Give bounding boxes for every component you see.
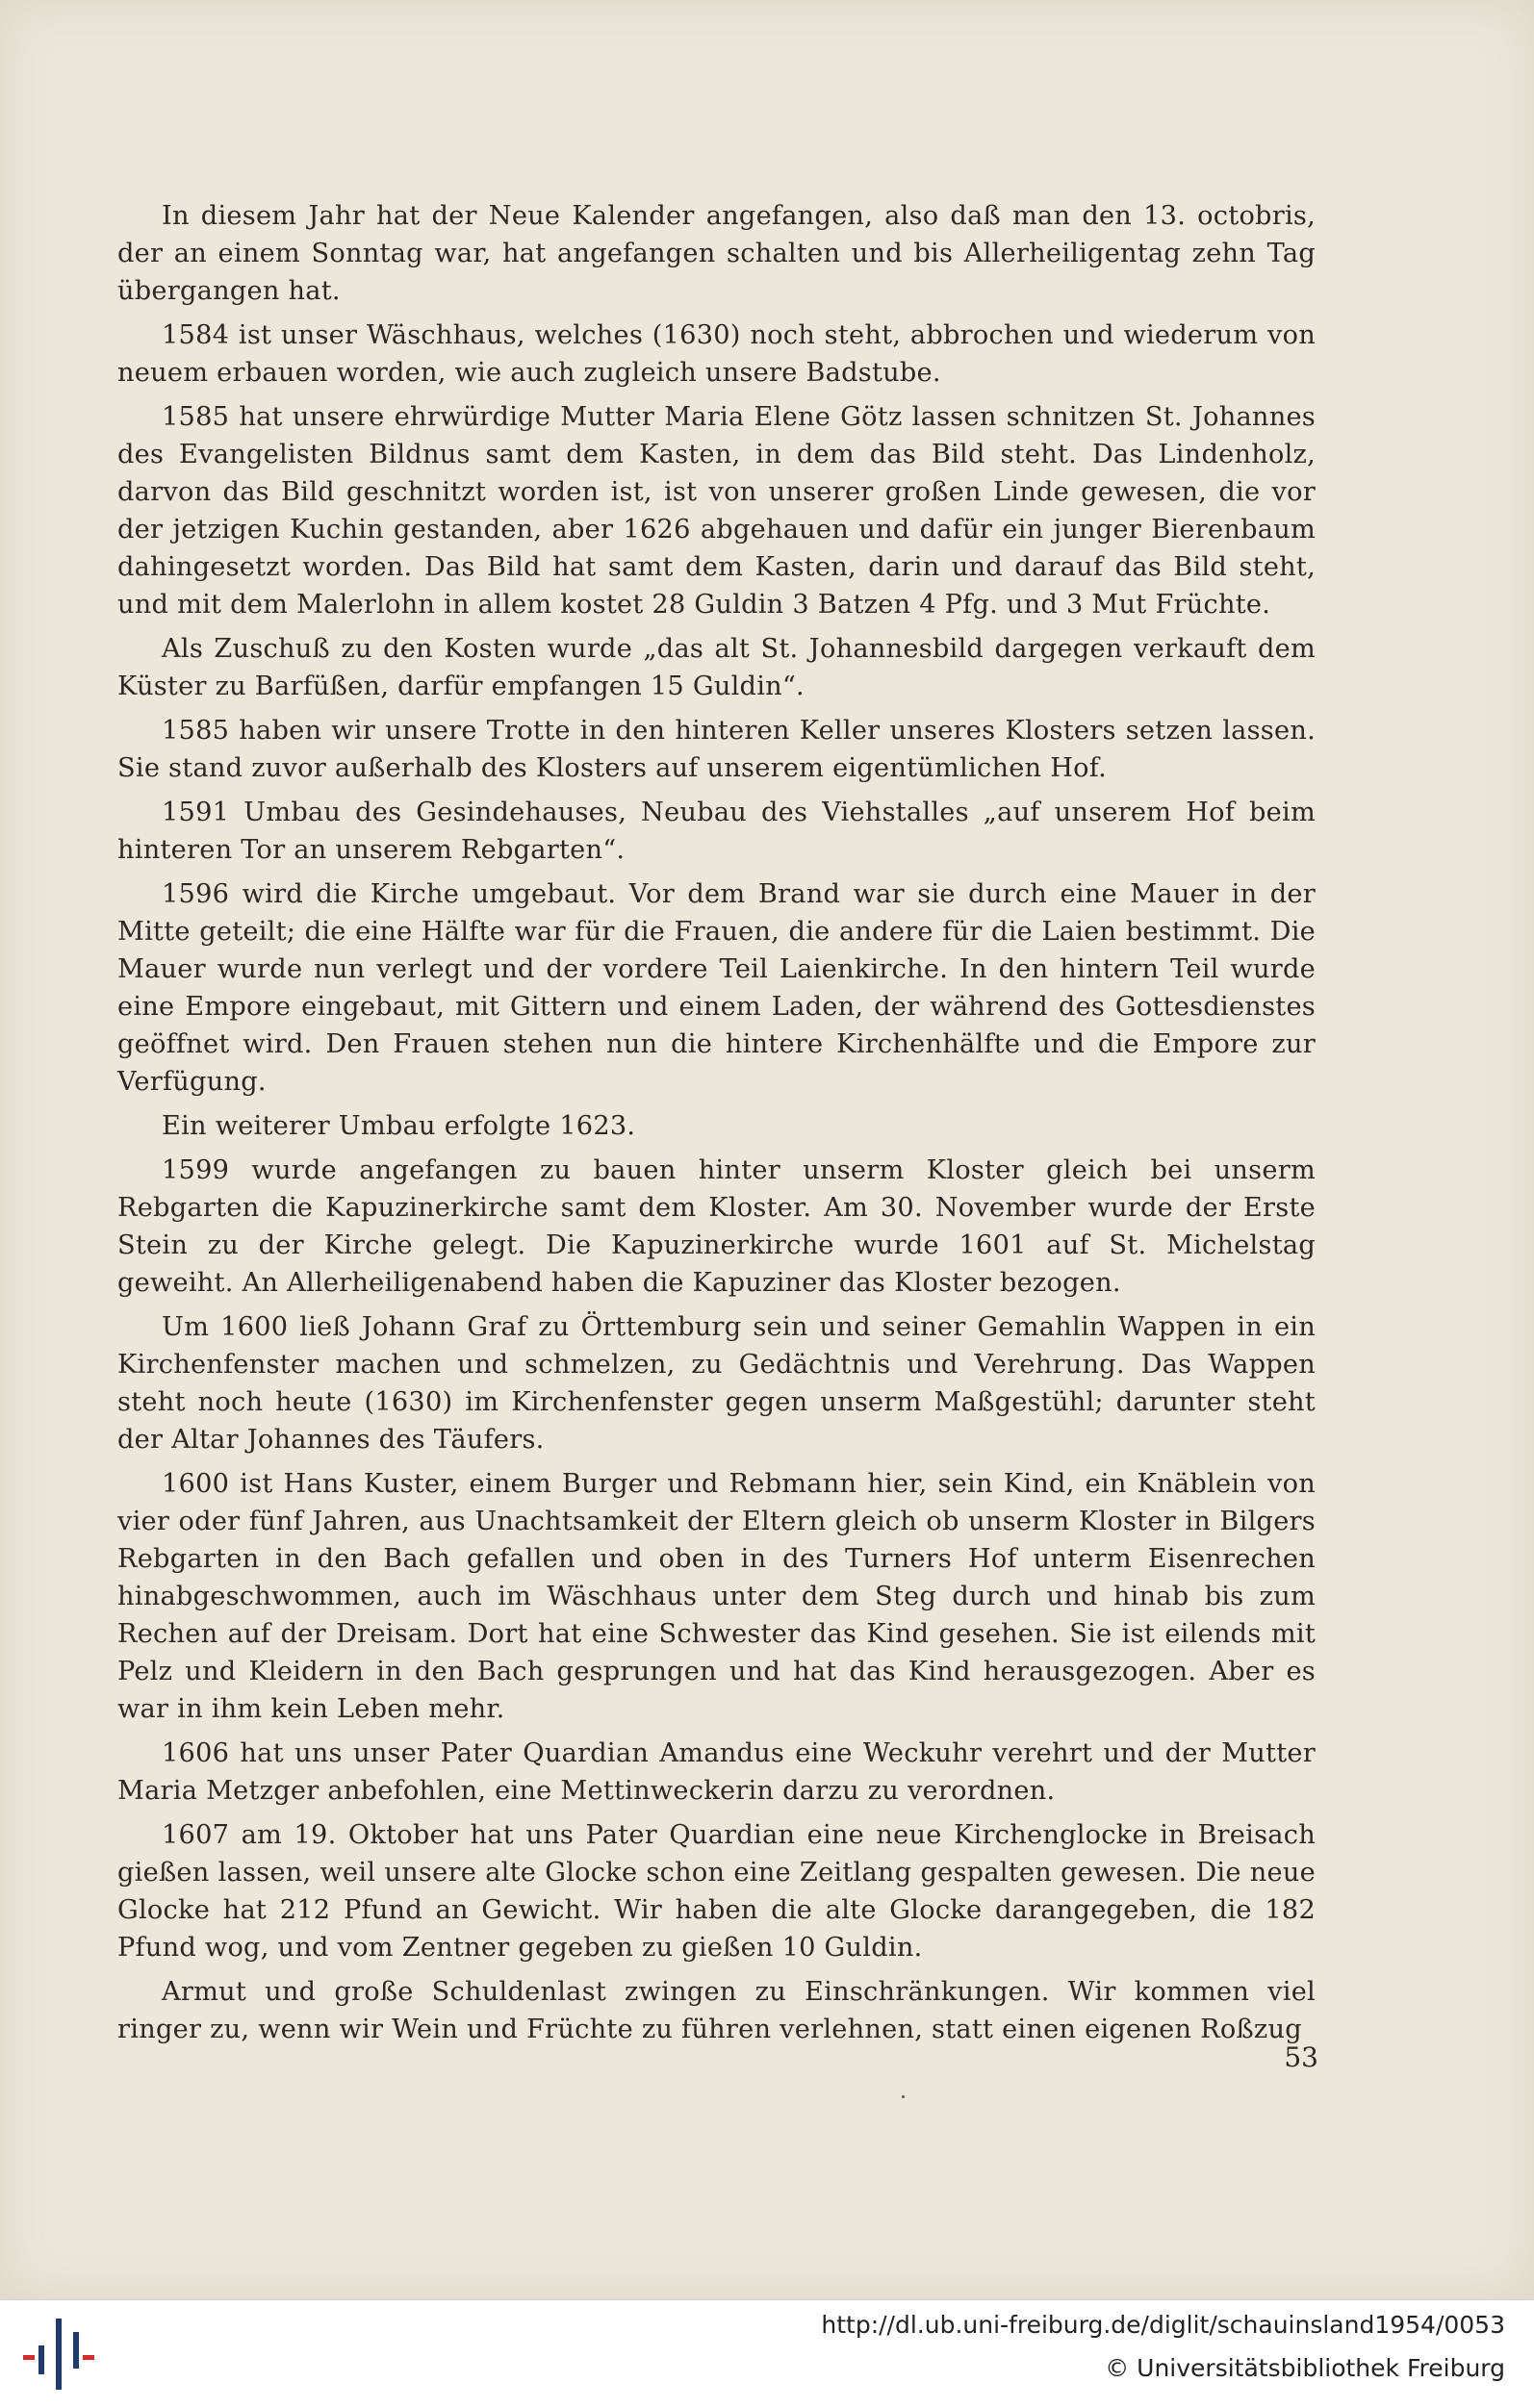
paragraph: Um 1600 ließ Johann Graf zu Örttemburg sein und seiner Gemahlin Wappen in ein Kirchenfenster machen und schmelzen, zu Gedächtnis und Verehrung. Das Wappen steht noch heute (1630) im Kirchenfenster gegen unserm Maßgestühl; darunter steht der Altar Johannes des Täufers. [117, 1312, 1316, 1455]
paragraph: 1599 wurde angefangen zu bauen hinter unserm Kloster gleich bei unserm Rebgarten die Kapuzinerkirche samt dem Kloster. Am 30. November wurde der Erste Stein zu der Kirche gelegt. Die Kapuzinerkirche wurde 1601 auf St. Michelstag geweiht. An Allerheiligenabend haben die Kapuziner das Kloster bezogen. [117, 1155, 1316, 1298]
logo-bar-center [56, 2319, 62, 2390]
paragraph: Armut und große Schuldenlast zwingen zu Einschränkungen. Wir kommen viel ringer zu, wenn wir Wein und Früchte zu führen verlehnen, statt einen eigenen Roßzug [117, 1977, 1316, 2044]
paragraph: 1585 haben wir unsere Trotte in den hinteren Keller unseres Klosters setzen lassen. Sie stand zuvor außerhalb des Klosters auf unserem eigentümlichen Hof. [117, 716, 1316, 783]
paragraph: 1591 Umbau des Gesindehauses, Neubau des Viehstalles „auf unserem Hof beim hinteren Tor an unserem Rebgarten“. [117, 798, 1316, 865]
paragraph: 1607 am 19. Oktober hat uns Pater Quardian eine neue Kirchenglocke in Breisach gießen lassen, weil unsere alte Glocke schon eine Zeitlang gespalten gewesen. Die neue Glocke hat 212 Pfund an Gewicht. Wir haben die alte Glocke darangegeben, die 182 Pfund wog, und vom Zentner gegeben zu gießen 10 Guldin. [117, 1820, 1316, 1963]
paragraph: Als Zuschuß zu den Kosten wurde „das alt St. Johannesbild dargegen verkauft dem Küster zu Barfüßen, darfür empfangen 15 Guldin“. [117, 634, 1316, 701]
paragraph: 1585 hat unsere ehrwürdige Mutter Maria Elene Götz lassen schnitzen St. Johannes des Evangelisten Bildnus samt dem Kasten, in dem das Bild steht. Das Lindenholz, darvon das Bild geschnitzt worden ist, ist von unserer großen Linde gewesen, die vor der jetzigen Kuchin gestanden, aber 1626 abgehauen und dafür ein junger Bierenbaum dahingesetzt worden. Das Bild hat samt dem Kasten, darin und darauf das Bild steht, und mit dem Malerlohn in allem kostet 28 Guldin 3 Batzen 4 Pfg. und 3 Mut Früchte. [117, 402, 1316, 620]
paragraph: 1596 wird die Kirche umgebaut. Vor dem Brand war sie durch eine Mauer in der Mitte geteilt; die eine Hälfte war für die Frauen, die andere für die Laien bestimmt. Die Mauer wurde nun verlegt und der vordere Teil Laienkirche. In den hintern Teil wurde eine Empore eingebaut, mit Gittern und einem Laden, der während des Gottesdienstes geöffnet wird. Den Frauen stehen nun die hintere Kirchenhälfte und die Empore zur Verfügung. [117, 879, 1316, 1097]
paragraph: 1600 ist Hans Kuster, einem Burger und Rebmann hier, sein Kind, ein Knäblein von vier oder fünf Jahren, aus Unachtsamkeit der Eltern gleich ob unserm Kloster in Bilgers Rebgarten in den Bach gefallen und oben in des Turners Hof unterm Eisenrechen hinabgeschwommen, auch im Wäschhaus unter dem Steg durch und hinab bis zum Rechen auf der Dreisam. Dort hat eine Schwester das Kind gesehen. Sie ist eilends mit Pelz und Kleidern in den Bach gesprungen und hat das Kind herausgezogen. Aber es war in ihm kein Leben mehr. [117, 1469, 1316, 1724]
source-url-link[interactable]: http://dl.ub.uni-freiburg.de/diglit/schauinsland1954/0053 [821, 2311, 1505, 2339]
paragraph: 1584 ist unser Wäschhaus, welches (1630) noch steht, abbrochen und wiederum von neuem erbauen worden, wie auch zugleich unsere Badstube. [117, 320, 1316, 388]
library-logo-icon [17, 2307, 100, 2399]
logo-accent-left [23, 2355, 35, 2360]
logo-bar-right [73, 2332, 79, 2369]
scan-speck [902, 2095, 905, 2098]
paragraph: Ein weiterer Umbau erfolgte 1623. [162, 1111, 636, 1141]
paragraph: In diesem Jahr hat der Neue Kalender angefangen, also daß man den 13. octobris, der an einem Sonntag war, hat angefangen schalten und bis Allerheiligentag zehn Tag übergangen hat. [117, 201, 1316, 306]
paragraph: 1606 hat uns unser Pater Quardian Amandus eine Weckuhr verehrt und der Mutter Maria Metzger anbefohlen, eine Mettinweckerin darzu zu verordnen. [117, 1738, 1316, 1806]
body-text [117, 197, 1316, 2055]
logo-bar-left [38, 2345, 44, 2374]
logo-accent-right [83, 2355, 94, 2360]
page-number: 53 [1284, 2041, 1318, 2073]
copyright-notice: © Universitätsbibliothek Freiburg [1105, 2354, 1505, 2382]
